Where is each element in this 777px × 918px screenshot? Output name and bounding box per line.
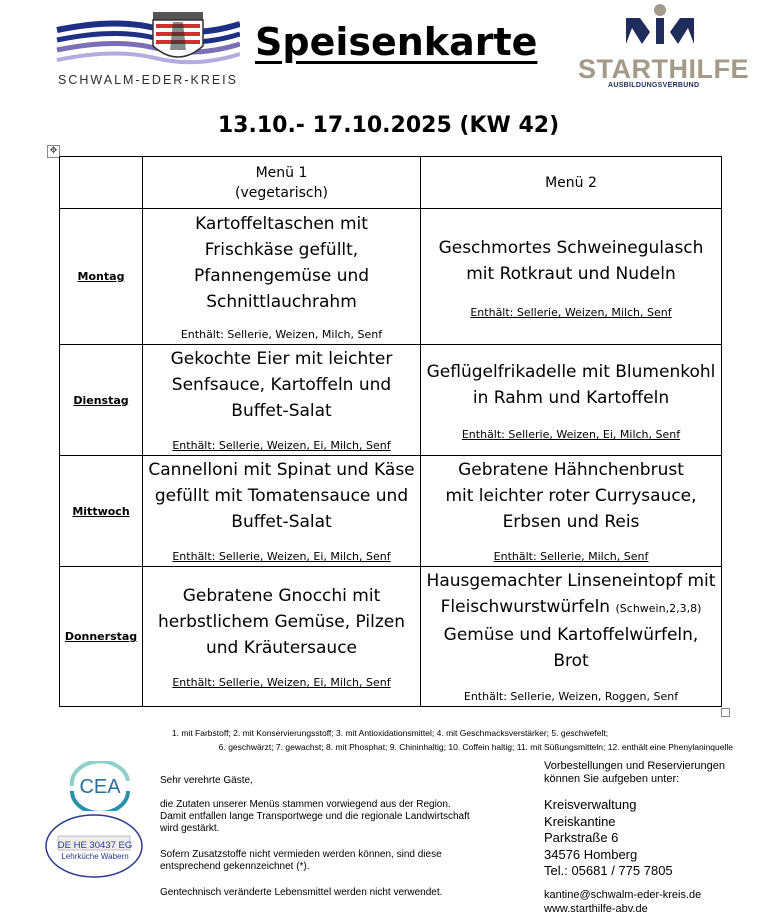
legend-line: 1. mit Farbstoff; 2. mit Konservierungsstoff; 3. mit Antioxidationsmittel; 4. mit Geschmacksverstärker; 5. geschwefelt; — [171, 728, 609, 738]
day-donnerstag: Donnerstag — [60, 567, 143, 707]
mittwoch-menu1 — [143, 456, 421, 567]
starthilfe-name: STARTHILFE — [578, 54, 749, 84]
cea-logo-icon — [62, 761, 138, 811]
day-mittwoch: Mittwoch — [60, 456, 143, 567]
table-row — [60, 456, 722, 567]
dish-line: Hausgemachter Linseneintopf mit — [426, 571, 716, 591]
dish-line: Schnittlauchrahm — [206, 292, 357, 312]
schwalm-eder-kreis-label: SCHWALM-EDER-KREIS — [58, 73, 238, 87]
day-dienstag: Dienstag — [60, 345, 143, 456]
dish-line: Gemüse und Kartoffelwürfeln, — [443, 625, 699, 645]
gmo-line: Gentechnisch veränderte Lebensmittel werden nicht verwendet. — [160, 887, 443, 898]
allergen-info: Enthält: Sellerie, Weizen, Ei, Milch, Senf — [172, 550, 391, 563]
address-line: 34576 Homberg — [544, 846, 638, 862]
coat-of-arms-icon — [153, 12, 203, 57]
donnerstag-menu1 — [143, 567, 421, 707]
page-title: Speisenkarte — [255, 20, 538, 64]
corner-cell — [60, 157, 143, 209]
table-row — [60, 345, 722, 456]
allergen-info: Enthält: Sellerie, Weizen, Ei, Milch, Senf — [172, 439, 391, 452]
dish-line: gefüllt mit Tomatensauce und — [154, 486, 409, 506]
region-line: Damit entfallen lange Transportwege und die regionale Landwirtschaft — [160, 811, 470, 822]
dish-line: Geflügelfrikadelle mit Blumenkohl — [426, 362, 716, 382]
region-line: die Zutaten unserer Menüs stammen vorwiegend aus der Region. — [160, 799, 451, 810]
table-resize-handle[interactable] — [721, 708, 730, 717]
greeting-line: Sehr verehrte Gäste, — [160, 775, 253, 786]
dienstag-menu2 — [421, 345, 722, 456]
orders-line: Vorbestellungen und Reservierungen — [544, 760, 726, 772]
eg-number: DE HE 30437 EG — [57, 840, 133, 851]
web-link[interactable]: www.starthilfe-abv.de — [544, 902, 648, 915]
dish-line-note: (Schwein,2,3,8) — [615, 602, 702, 615]
allergen-info: Enthält: Sellerie, Weizen, Milch, Senf — [470, 306, 672, 319]
cea-logo-text: CEA — [79, 776, 121, 798]
menu-table — [59, 156, 722, 707]
starthilfe-subtitle: AUSBILDUNGSVERBUND — [608, 82, 700, 89]
phone-line: Tel.: 05681 / 775 7805 — [544, 863, 673, 878]
starthilfe-logo-icon — [620, 2, 700, 54]
dish-line — [425, 594, 717, 622]
week-range: 13.10.- 17.10.2025 (KW 42) — [217, 113, 560, 138]
dish-line: Buffet-Salat — [231, 512, 332, 532]
table-move-handle-icon[interactable]: ✥ — [47, 145, 60, 158]
donnerstag-menu2 — [421, 567, 722, 707]
allergen-info: Enthält: Sellerie, Weizen, Roggen, Senf — [463, 690, 679, 703]
address-line: Parkstraße 6 — [544, 830, 619, 845]
orders-line: können Sie aufgeben unter: — [544, 773, 680, 785]
guest-notice — [160, 775, 530, 899]
table-row — [60, 209, 722, 345]
dish-line: Gebratene Hähnchenbrust — [458, 460, 684, 480]
header-menu2 — [421, 157, 722, 209]
dish-line: Senfsauce, Kartoffeln und — [171, 375, 392, 395]
dish-line: mit leichter roter Currysauce, — [445, 486, 697, 506]
table-row — [60, 567, 722, 707]
eg-name: Lehrküche Wabern — [61, 852, 129, 861]
mittwoch-menu2 — [421, 456, 722, 567]
header-menu1-title: Menü 1 — [255, 164, 308, 181]
dish-line-main: Fleischwurstwürfeln — [440, 597, 616, 617]
dienstag-menu1 — [143, 345, 421, 456]
day-montag: Montag — [60, 209, 143, 345]
email-link[interactable]: kantine@schwalm-eder-kreis.de — [544, 889, 702, 901]
allergen-info: Enthält: Sellerie, Weizen, Milch, Senf — [180, 328, 383, 341]
dish-line: in Rahm und Kartoffeln — [472, 388, 670, 408]
dish-line: Brot — [553, 651, 589, 671]
dish-line: und Kräutersauce — [205, 638, 358, 658]
allergen-info: Enthält: Sellerie, Weizen, Ei, Milch, Senf — [172, 676, 391, 689]
additives-line: entsprechend gekennzeichnet (*). — [160, 861, 310, 872]
header-menu2-title: Menü 2 — [545, 174, 597, 191]
dish-line: Cannelloni mit Spinat und Käse — [148, 460, 415, 480]
montag-menu1 — [143, 209, 421, 345]
table-header-row — [60, 157, 722, 209]
dish-line: Kartoffeltaschen mit — [195, 214, 368, 234]
dish-line: Gekochte Eier mit leichter — [170, 349, 393, 369]
additive-legend — [40, 726, 740, 754]
montag-menu2 — [421, 209, 722, 345]
region-line: wird gestärkt. — [160, 823, 220, 834]
allergen-info: Enthält: Sellerie, Milch, Senf — [493, 550, 649, 563]
dish-line: Pfannengemüse und — [193, 266, 370, 286]
dish-line: Buffet-Salat — [231, 401, 332, 421]
orders-info — [544, 760, 764, 786]
address-line: Kreiskantine — [544, 813, 616, 829]
header-menu1-subtitle: (vegetarisch) — [235, 184, 328, 201]
dish-line: Geschmortes Schweinegulasch — [438, 238, 704, 258]
address-block — [544, 797, 764, 880]
address-line: Kreisverwaltung — [544, 797, 637, 812]
allergen-info: Enthält: Sellerie, Weizen, Ei, Milch, Senf — [461, 428, 681, 441]
dish-line: mit Rotkraut und Nudeln — [466, 264, 676, 284]
legend-line: 6. geschwärzt; 7. gewachst; 8. mit Phosphat; 9. Chininhaltig; 10. Coffein haltig; 11. mit Süßungsmitteln; 12. enthält eine Phenylaninquelle — [218, 742, 733, 752]
dish-line: Gebratene Gnocchi mit — [182, 586, 381, 606]
dish-line: Frischkäse gefüllt, — [204, 240, 359, 260]
dish-line: Erbsen und Reis — [502, 512, 640, 532]
dish-line: herbstlichem Gemüse, Pilzen — [157, 612, 406, 632]
header-menu1 — [143, 157, 421, 209]
additives-line: Sofern Zusatzstoffe nicht vermieden werden können, sind diese — [160, 849, 442, 860]
contact-block — [544, 889, 764, 916]
